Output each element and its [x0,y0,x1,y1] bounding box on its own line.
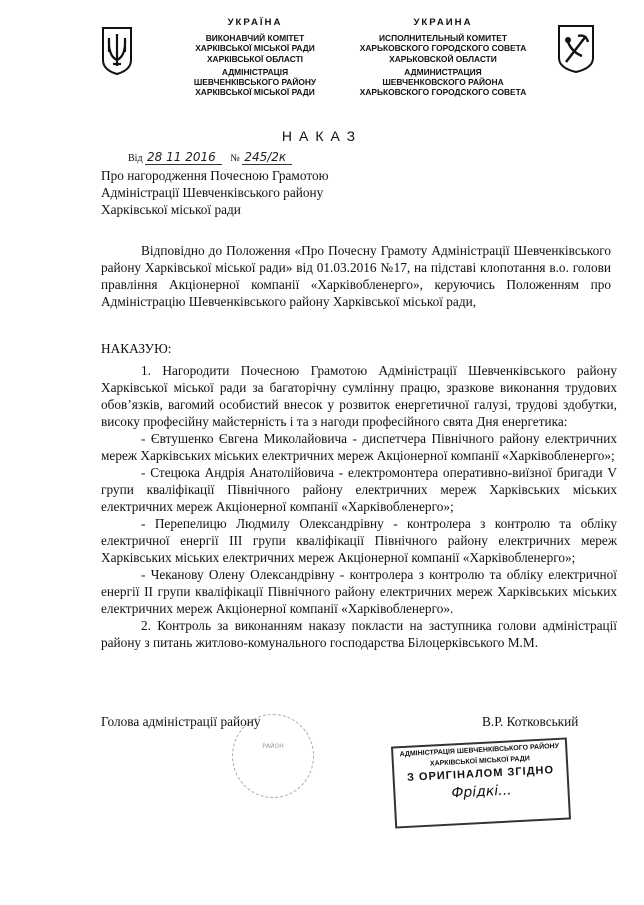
preamble-paragraph: Відповідно до Положення «Про Почесну Грамоту Адміністрації Шевченківського району Харківської міської ради» від 01.03.2016 №17, на підставі клопотання в.о. голови правління Акціонерної компанії «Харківобленерго», керуючись Положенням про Адміністрацію Шевченківського району Харківської міської ради, [101,243,611,309]
stamp-line: АДМІНІСТРАЦІЯ ШЕВЧЕНКІВСЬКОГО РАЙОНУ [399,742,560,759]
header-line: ХАРЬКОВСКОГО ГОРОДСКОГО СОВЕТА [359,43,527,54]
order-subject [101,167,441,218]
round-seal-text: РАЙОН [262,743,284,750]
header-line: ШЕВЧЕНКІВСЬКОГО РАЙОНУ [193,77,317,88]
header-line: АДМИНИСТРАЦИЯ [404,66,482,77]
ordered-heading: НАКАЗУЮ: [101,341,172,356]
date-number-line [128,150,292,164]
kharkiv-city-emblem-icon [556,24,596,74]
order-points [101,362,617,651]
awardee-item: - Чеканову Олену Олександрівну - контролера з контролю та обліку електричної енергії ІІ групи кваліфікації Північного району електричних мереж Харківських міських електричних мереж Акціонерної компанії «Харківобленерго». [101,567,617,616]
point-1: 1. Нагородити Почесною Грамотою Адміністрації Шевченківського району Харківської міської ради за багаторічну сумлінну працю, зразкове виконання трудових обов’язків, вагомий особистий внесок у розвиток енергетичної галузі, трудові здобутки, високу професійну майстерність і та з нагоди професійного свята Дня енергетика: [101,363,617,429]
header-line: ХАРКІВСЬКОЇ ОБЛАСТІ [206,53,304,64]
header-line: ХАРЬКОВСКОГО ГОРОДСКОГО СОВЕТА [359,87,527,98]
country-name: УКРАИНА [413,17,473,28]
stamp-line: ХАРКІВСЬКОЇ МІСЬКОЇ РАДИ [429,755,530,768]
header-left [160,18,350,97]
ukraine-coat-of-arms-icon [100,26,134,76]
document-title: НАКАЗ [281,128,363,144]
date-prefix: Від [128,153,143,164]
subject-line: Харківської міської ради [101,202,241,217]
header-line: ХАРЬКОВСКОЙ ОБЛАСТИ [389,53,497,64]
stamp-certified-text: З ОРИГІНАЛОМ ЗГІДНО [406,764,555,784]
header-line: ВИКОНАВЧИЙ КОМІТЕТ [205,33,305,44]
header-right [352,18,534,97]
header-line: ИСПОЛНИТЕЛЬНЫЙ КОМИТЕТ [379,33,507,44]
header-line: АДМІНІСТРАЦІЯ [221,66,289,77]
header-line: ШЕВЧЕНКОВСКОГО РАЙОНА [382,77,504,88]
signer-name: В.Р. Котковський [482,714,579,729]
subject-line: Адміністрації Шевченківського району [101,185,324,200]
header-line: ХАРКІВСЬКОЇ МІСЬКОЇ РАДИ [195,43,315,54]
certification-stamp [391,737,571,828]
date-value: 28 11 2016 [145,150,222,165]
awardee-item: - Перепелицю Людмилу Олександрівну - контролера з контролю та обліку електричної енергії ІІІ групи кваліфікації Північного району електричних мереж Харківських міських електричних мереж Акціонерної компанії «Харківобленерго»; [101,516,617,565]
header-line: ХАРКІВСЬКОЇ МІСЬКОЇ РАДИ [195,87,315,98]
subject-line: Про нагородження Почесною Грамотою [101,168,329,183]
number-prefix: № [230,153,240,164]
signer-title: Голова адміністрації району [101,714,261,729]
country-name: УКРАЇНА [227,17,283,28]
number-value: 245/2к [242,150,292,165]
awardee-item: - Євтушенко Євгена Миколайовича - диспетчера Північного району електричних мереж Харківських міських електричних мереж Акціонерної компанії «Харківобленерго»; [101,431,617,463]
point-2: 2. Контроль за виконанням наказу покласти на заступника голови адміністрації району з питань житлово-комунального господарства Білоцерківського М.М. [101,618,617,650]
handwritten-signature: Фрідкі... [450,782,512,802]
awardee-item: - Стецюка Андрія Анатолійовича - електромонтера оперативно-виїзної бригади V групи кваліфікації Північного району електричних мереж Харківських міських електричних мереж Акціонерної компанії «Харківобленерго»; [101,465,617,514]
